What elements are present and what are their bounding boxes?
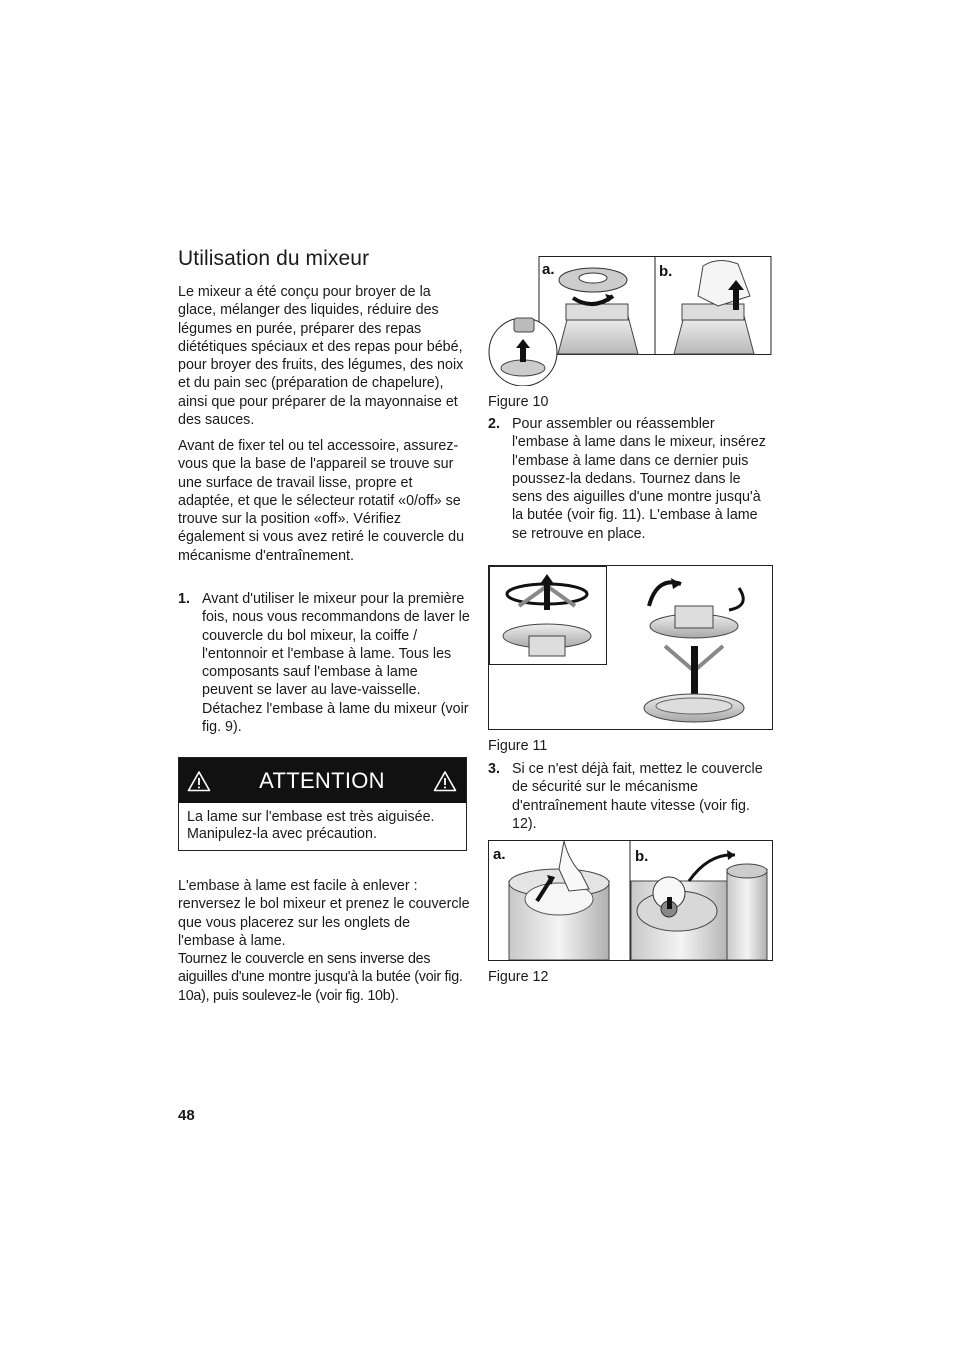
warning-header <box>179 758 466 803</box>
figure-10 <box>488 256 773 386</box>
figure-10-illustration <box>488 256 773 386</box>
removal-line-2: Tournez le couvercle en sens inverse des aiguilles d'une montre jusqu'à la butée (voir fig. 10a), puis soulevez-le (voir fig. 10b). <box>178 951 463 1004</box>
warning-box <box>178 757 467 851</box>
figure-12-illustration <box>489 841 772 960</box>
removal-paragraph <box>178 877 470 1005</box>
figure-10-caption: Figure 10 <box>488 394 549 410</box>
step-1 <box>178 590 470 736</box>
step-number: 3. <box>488 761 500 777</box>
warning-text: La lame sur l'embase est très aiguisée. Manipulez-la avec précaution. <box>187 809 435 842</box>
figure-12-label-a: a. <box>493 846 506 863</box>
section-title: Utilisation du mixeur <box>178 247 370 270</box>
removal-line-1: L'embase à lame est facile à enlever : renversez le bol mixeur et prenez le couvercle que vous placerez sur les onglets de l'embase à lame. <box>178 878 470 949</box>
warning-triangle-icon <box>187 770 211 792</box>
step-3 <box>488 760 773 833</box>
intro-paragraph-1: Le mixeur a été conçu pour broyer de la glace, mélanger des liquides, réduire des légumes en purée, préparer des repas diététiques spéciaux et des repas pour bébé, pour broyer des fruits, des légumes, des noix et du pain sec (préparation de chapelure), ainsi que pour préparer de la mayonnaise et des sauces. <box>178 284 464 429</box>
figure-11-illustration <box>489 566 772 729</box>
figure-10-label-a: a. <box>542 261 555 278</box>
figure-11-caption: Figure 11 <box>488 738 548 754</box>
warning-triangle-icon <box>433 770 457 792</box>
step-number: 2. <box>488 416 500 432</box>
step-2 <box>488 415 773 543</box>
intro-paragraph-2: Avant de fixer tel ou tel accessoire, assurez-vous que la base de l'appareil se trouve sur une surface de travail lisse, propre et adaptée, et que le sélecteur rotatif «0/off» se trouve sur la position «off». Vérifiez également si vous avez retiré le couvercle du mécanisme d'entraînement. <box>178 438 465 564</box>
figure-11 <box>488 565 773 730</box>
step-text: Avant d'utiliser le mixeur pour la première fois, nous vous recommandons de laver le couvercle du bol mixeur, la coiffe / l'entonnoir et l'embase à lame. Tous les composants sauf l'embase à lame peuvent se laver au lave-vaisselle. Détachez l'embase à lame du mixeur (voir fig. 9). <box>202 591 470 736</box>
step-text: Si ce n'est déjà fait, mettez le couvercle de sécurité sur le mécanisme d'entraînement haute vitesse (voir fig. 12). <box>512 761 763 832</box>
figure-12-caption: Figure 12 <box>488 969 549 985</box>
page-number: 48 <box>178 1107 195 1124</box>
figure-12-label-b: b. <box>635 848 649 865</box>
figure-10-label-b: b. <box>659 263 673 280</box>
step-number: 1. <box>178 591 190 607</box>
step-text: Pour assembler ou réassembler l'embase à lame dans le mixeur, insérez l'embase à lame dans ce dernier puis poussez-la dedans. Tournez dans le sens des aiguilles d'une montre jusqu'à la butée (voir fig. 11). L'embase à lame se retrouve en place. <box>512 416 766 542</box>
figure-12 <box>488 840 773 961</box>
warning-label: ATTENTION <box>259 767 385 793</box>
